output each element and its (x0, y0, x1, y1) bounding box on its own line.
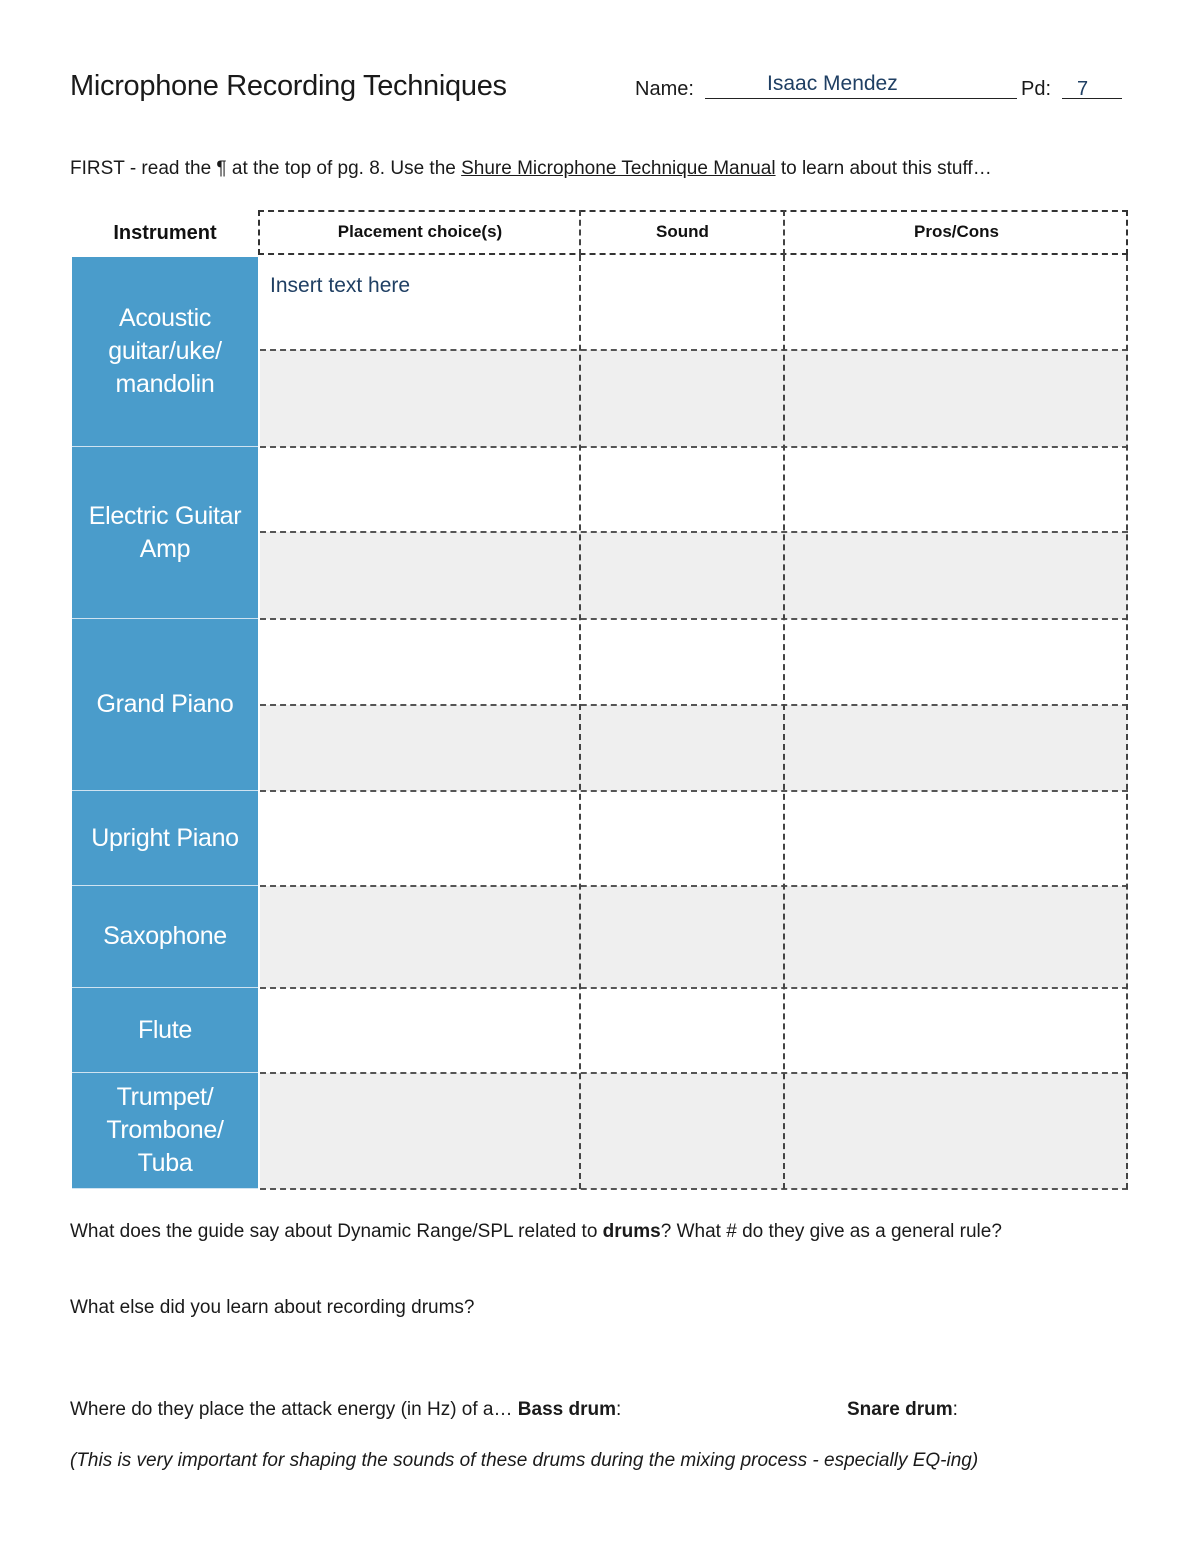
colon: : (615, 1399, 622, 1420)
q1-text-end: ? What # do they give as a general rule? (660, 1221, 1002, 1242)
pros-cons-header: Pros/Cons (913, 222, 1000, 241)
row-divider (260, 987, 1128, 989)
period-label: Pd: (1021, 78, 1052, 100)
row-bg (260, 532, 1128, 619)
row-divider (260, 885, 1128, 887)
q1-text: What does the guide say about Dynamic Range/SPL related to (70, 1221, 603, 1242)
q3-text: Where do they place the attack energy (in Hz) of a… (70, 1399, 518, 1420)
colon: : (952, 1399, 958, 1420)
row-divider (260, 531, 1128, 533)
row-bg (260, 350, 1128, 447)
row-divider (260, 1072, 1128, 1074)
row-divider (260, 790, 1128, 792)
question-dynamic-range (70, 1221, 1002, 1243)
intro-text (70, 158, 992, 180)
period-field[interactable]: 7 (1077, 78, 1089, 100)
sound-header: Sound (656, 222, 709, 241)
q1-bold: drums (602, 1221, 661, 1242)
instrument-header: Instrument (113, 222, 217, 244)
snare-drum-label: Snare drum (847, 1399, 953, 1420)
instrument-cell: Upright Piano (72, 791, 258, 886)
row-divider (260, 1188, 1128, 1190)
instrument-cell: Grand Piano (72, 619, 258, 791)
row-divider (260, 618, 1128, 620)
instrument-cell: Flute (72, 988, 258, 1073)
row-bg (260, 705, 1128, 791)
column-divider (579, 255, 581, 1189)
instrument-cell: Electric Guitar Amp (72, 447, 258, 619)
header-divider (579, 210, 581, 255)
row-divider (260, 704, 1128, 706)
column-divider (783, 255, 785, 1189)
placement-input[interactable]: Insert text here (270, 274, 411, 297)
period-underline (1062, 98, 1122, 99)
instrument-cell: Saxophone (72, 886, 258, 988)
name-underline (705, 98, 1017, 99)
question-attack (70, 1399, 621, 1421)
instrument-cell: Acoustic guitar/uke/ mandolin (72, 257, 258, 447)
snare-drum-question (847, 1399, 958, 1421)
row-divider (260, 446, 1128, 448)
placement-header: Placement choice(s) (337, 222, 503, 241)
intro-before: FIRST - read the ¶ at the top of pg. 8. Use the (70, 158, 462, 179)
importance-note: (This is very important for shaping the sounds of these drums during the mixing process - especially EQ-ing) (70, 1450, 979, 1471)
row-bg (260, 886, 1128, 988)
header-divider (783, 210, 785, 255)
column-divider (1126, 255, 1128, 1189)
name-label: Name: (635, 78, 694, 100)
name-field[interactable]: Isaac Mendez (767, 72, 898, 95)
manual-link[interactable]: Shure Microphone Technique Manual (461, 158, 776, 179)
instrument-cell: Trumpet/ Trombone/ Tuba (72, 1073, 258, 1189)
question-drums: What else did you learn about recording drums? (70, 1297, 475, 1318)
intro-after: to learn about this stuff… (775, 158, 992, 179)
page-title: Microphone Recording Techniques (70, 70, 507, 102)
row-divider (260, 349, 1128, 351)
row-bg (260, 1073, 1128, 1189)
bass-drum-label: Bass drum (517, 1399, 616, 1420)
